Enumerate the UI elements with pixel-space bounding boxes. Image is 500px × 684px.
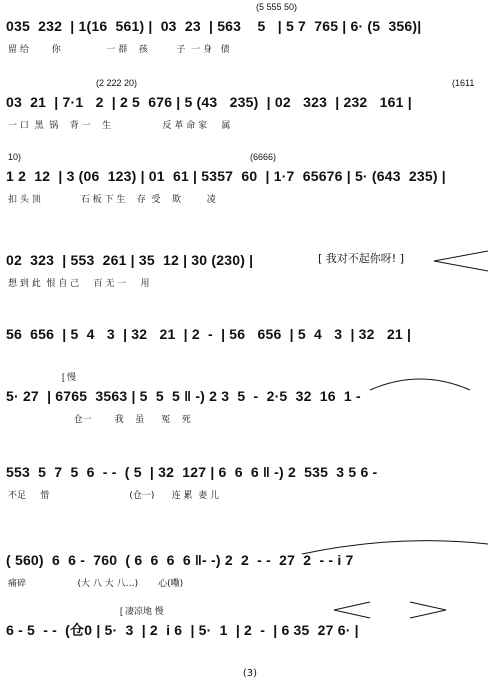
- lyrics: 扣 头 顶 石 板 下 生 存 受 欺 凌: [8, 195, 216, 205]
- lyrics: 一 口 黑 锅 背 一 生 反 革 命 家 属: [8, 121, 231, 131]
- score-line-1: [0, 2, 500, 55]
- annotation-above: (1611: [452, 78, 475, 88]
- notes: 035 232 | 1(16 561) | 03 23 | 563 5 | 5 7 765 | 6· (5 356)|: [6, 18, 422, 34]
- dynamics-hairpins-icon: [330, 598, 450, 622]
- lyrics: 痛碎 (大 八 大 八…) 心(嘞): [8, 579, 184, 589]
- annotation-above: (2 222 20): [96, 78, 138, 88]
- notes: 553 5 7 5 6 - - ( 5 | 32 127 | 6 6 6 ‖ -) 2 535 3 5 6 -: [6, 464, 378, 480]
- notes: 5· 27 | 6765 3563 | 5 5 5 ‖ -) 2 3 5 - 2·5 32 16 1 -: [6, 388, 361, 404]
- notes: ( 560) 6 6 - 760 ( 6 6 6 6 ‖- -) 2 2 - - 27 2 - - i 7: [6, 552, 354, 568]
- lyrics: 想 到 此 恨 自 己 百 无 一 用: [8, 279, 150, 289]
- slur-icon: [368, 374, 472, 392]
- score-line-9: [0, 606, 500, 656]
- annotation-above: (6666): [250, 152, 277, 162]
- annotation-above: (5 555 50): [256, 2, 298, 12]
- tempo-marking: [ 凄凉地 慢: [120, 606, 164, 616]
- lyrics: 不足 惜 (仓一) 连 累 妻 儿: [8, 491, 220, 501]
- notes: 56 656 | 5 4 3 | 32 21 | 2 - | 56 656 | 5 4 3 | 32 21 |: [6, 326, 412, 342]
- crescendo-hairpin-icon: [432, 248, 492, 274]
- score-line-3: [0, 152, 500, 205]
- long-slur-icon: [300, 538, 490, 556]
- score-line-2: [0, 78, 500, 131]
- notes: 1 2 12 | 3 (06 123) | 01 61 | 5357 60 | 1·7 65676 | 5· (643 235) |: [6, 168, 446, 184]
- annotation-above: 10): [8, 152, 22, 162]
- notes: 03 21 | 7·1 2 | 2 5 676 | 5 (43 235) | 02 323 | 232 161 |: [6, 94, 412, 110]
- tempo-marking: [ 慢: [62, 372, 77, 382]
- score-line-6: [0, 372, 500, 425]
- score-line-4: [0, 244, 500, 288]
- score-line-7: [0, 456, 500, 500]
- score-line-5: [0, 318, 500, 362]
- score-line-8: [0, 544, 500, 588]
- notes: 02 323 | 553 261 | 35 12 | 30 (230) |: [6, 252, 254, 268]
- lyrics: 留 给 你 一 群 孩 子 一 身 债: [8, 45, 230, 55]
- spoken-line: [ 我对不起你呀! ]: [318, 252, 404, 265]
- page-number: (3): [242, 668, 258, 679]
- lyrics: 仓一 我 虽 冤 死: [8, 415, 191, 425]
- notes: 6 - 5 - - (仓0 | 5· 3 | 2 i 6 | 5· 1 | 2 - | 6 35 27 6· |: [6, 622, 359, 638]
